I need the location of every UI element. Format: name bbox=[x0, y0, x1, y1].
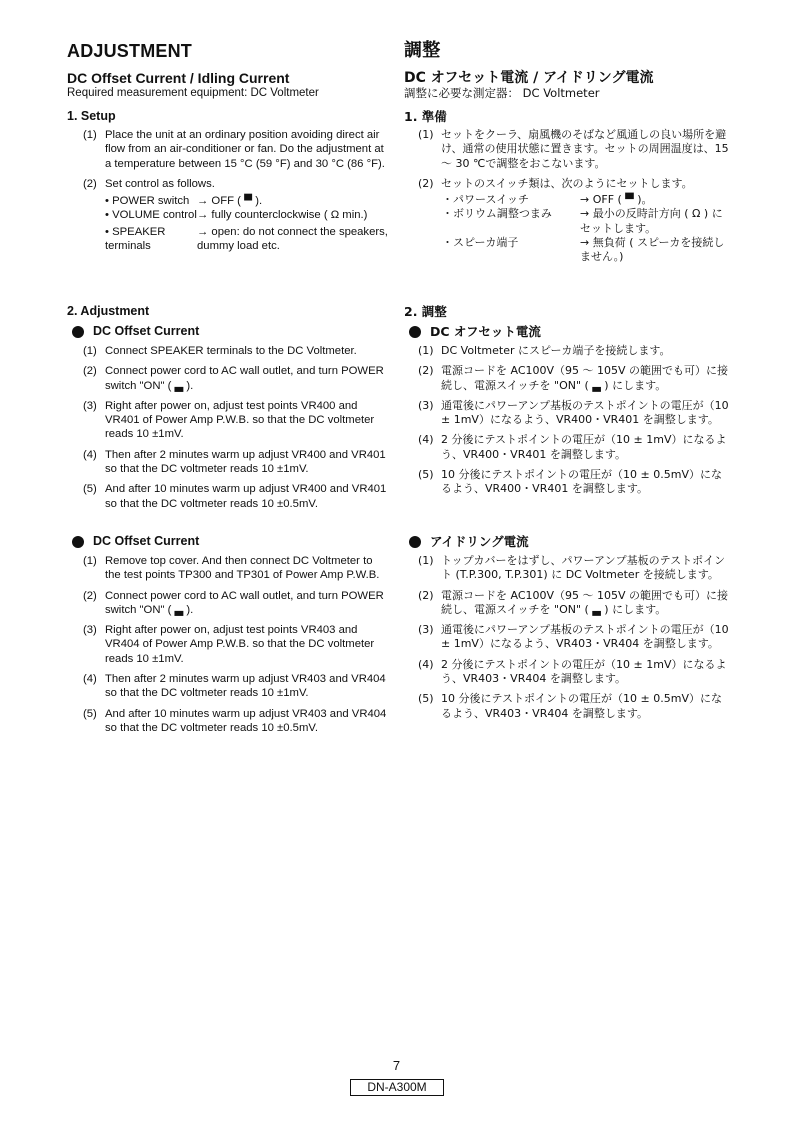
setup-item bbox=[404, 177, 729, 191]
item-text: Then after 2 minutes warm up adjust VR403 and VR404 so that the DC voltmeter reads 10 ±1mV. bbox=[105, 673, 386, 700]
idling-section-jp bbox=[404, 534, 729, 727]
item-text: And after 10 minutes warm up adjust VR403 and VR404 so that the DC voltmeter reads 10 ±0.5mV. bbox=[105, 707, 387, 734]
list-item bbox=[67, 589, 389, 618]
setting-label: ・スピーカ端子 bbox=[442, 236, 519, 250]
setup-heading: 1. Setup bbox=[67, 109, 116, 123]
section-subtitle-jp: DC オフセット電流 / アイドリング電流 bbox=[404, 70, 654, 86]
item-number: (4) bbox=[418, 433, 434, 447]
item-number: (3) bbox=[83, 624, 97, 637]
item-number: (2) bbox=[83, 365, 97, 378]
required-equipment-jp: 調整に必要な測定器： DC Voltmeter bbox=[404, 86, 600, 100]
setting-value: → OFF ( ▀ )。 bbox=[580, 193, 653, 207]
dc-offset-heading-text: DC オフセット電流 bbox=[430, 324, 541, 339]
bullet-icon bbox=[409, 326, 421, 338]
setting-label: • VOLUME control bbox=[105, 209, 197, 222]
item-text: And after 10 minutes warm up adjust VR400 and VR401 so that the DC voltmeter reads 10 ±0.5mV. bbox=[105, 483, 387, 510]
item-number: (2) bbox=[418, 364, 434, 378]
setting-value: → open: do not connect the speakers, dummy load etc. bbox=[197, 225, 388, 253]
list-item bbox=[67, 344, 389, 358]
idling-heading-text: DC Offset Current bbox=[93, 534, 200, 548]
adjustment-heading: 2. Adjustment bbox=[67, 304, 150, 318]
item-number: (5) bbox=[418, 468, 434, 482]
list-item bbox=[67, 448, 389, 477]
item-text: Connect power cord to AC wall outlet, and turn POWER switch "ON" ( ▃ ). bbox=[105, 365, 384, 392]
item-text: 2 分後にテストポイントの電圧が（10 ± 1mV）になるよう、VR400・VR401 を調整します。 bbox=[441, 433, 727, 461]
item-text: Connect SPEAKER terminals to the DC Voltmeter. bbox=[105, 345, 357, 357]
item-text: DC Voltmeter にスピーカ端子を接続します。 bbox=[441, 344, 671, 357]
item-text: トップカバーをはずし、パワーアンプ基板のテストポイント (T.P.300, T.P.301) に DC Voltmeter を接続します。 bbox=[441, 554, 726, 582]
idling-heading-jp bbox=[409, 534, 729, 549]
setting-row bbox=[404, 207, 729, 236]
item-text: 10 分後にテストポイントの電圧が（10 ± 0.5mV）になるよう、VR403・VR404 を調整します。 bbox=[441, 692, 722, 720]
item-number: (2) bbox=[83, 177, 97, 190]
english-column bbox=[67, 38, 389, 734]
item-number: (2) bbox=[418, 176, 434, 190]
item-text: セットをクーラ、扇風機のそばなど風通しの良い場所を避け、通常の使用状態に置きます。セットの周囲温度は、15 〜 30 ℃で調整をおこないます。 bbox=[441, 128, 729, 170]
dc-offset-heading-jp bbox=[409, 324, 729, 339]
list-item bbox=[67, 623, 389, 666]
setting-row bbox=[404, 236, 729, 265]
setting-label: • SPEAKER terminals bbox=[105, 225, 166, 253]
list-item bbox=[67, 399, 389, 442]
list-item bbox=[404, 344, 729, 358]
list-item bbox=[404, 658, 729, 687]
model-label: DN-A300M bbox=[350, 1079, 444, 1096]
adjustment-section-jp bbox=[404, 304, 729, 503]
list-item bbox=[404, 433, 729, 462]
item-number: (1) bbox=[83, 555, 97, 567]
item-text: Connect power cord to AC wall outlet, and turn POWER switch "ON" ( ▃ ). bbox=[105, 589, 384, 616]
item-text: セットのスイッチ類は、次のようにセットします。 bbox=[441, 176, 693, 190]
setting-label: • POWER switch bbox=[105, 195, 190, 208]
setup-heading-jp: 1. 準備 bbox=[404, 109, 447, 124]
item-number: (5) bbox=[83, 483, 97, 496]
setting-value: → 無負荷 ( スピーカを接続しません。) bbox=[580, 236, 725, 264]
list-item bbox=[404, 623, 729, 652]
list-item bbox=[67, 554, 389, 583]
bullet-icon bbox=[409, 536, 421, 548]
bullet-icon bbox=[72, 326, 84, 338]
list-item bbox=[67, 364, 389, 393]
dc-offset-heading-text: DC Offset Current bbox=[93, 324, 200, 338]
list-item bbox=[67, 707, 389, 736]
item-text: 通電後にパワーアンプ基板のテストポイントの電圧が（10 ± 1mV）になるよう、VR403・VR404 を調整します。 bbox=[441, 623, 729, 651]
setup-item bbox=[67, 128, 389, 171]
list-item bbox=[67, 482, 389, 511]
idling-heading bbox=[72, 534, 389, 549]
setting-row bbox=[67, 225, 389, 254]
item-text: Then after 2 minutes warm up adjust VR400 and VR401 so that the DC voltmeter reads 10 ±1mV. bbox=[105, 448, 386, 476]
item-number: (3) bbox=[418, 398, 434, 412]
item-text: 通電後にパワーアンプ基板のテストポイントの電圧が（10 ± 1mV）になるよう、VR400・VR401 を調整します。 bbox=[441, 398, 729, 427]
item-number: (1) bbox=[418, 128, 434, 141]
list-item bbox=[404, 554, 729, 583]
list-item bbox=[404, 589, 729, 618]
adjustment-heading-jp: 2. 調整 bbox=[404, 304, 447, 319]
item-number: (3) bbox=[83, 399, 97, 412]
page-number: 7 bbox=[392, 1058, 401, 1073]
item-number: (5) bbox=[83, 707, 97, 720]
item-text: Place the unit at an ordinary position avoiding direct air flow from an air-conditioner or fan. Do the adjustment at a temperature between 15 °C (59 °F) and 30 °C (86 °F). bbox=[105, 129, 385, 170]
setting-value: → OFF ( ▀ ). bbox=[197, 195, 263, 208]
page-title-jp: 調整 bbox=[404, 40, 441, 61]
setting-label: ・ボリウム調整つまみ bbox=[442, 207, 552, 221]
page-title: ADJUSTMENT bbox=[67, 41, 193, 61]
item-number: (4) bbox=[83, 673, 97, 686]
setting-row bbox=[404, 193, 729, 207]
item-text: Remove top cover. And then connect DC Voltmeter to the test points TP300 and TP301 of Power Amp P.W.B. bbox=[105, 555, 380, 582]
item-text: Right after power on, adjust test points VR403 and VR404 of Power Amp P.W.B. so that the DC voltmeter reads 10 ±1mV. bbox=[105, 624, 375, 665]
item-number: (1) bbox=[418, 344, 434, 357]
list-item bbox=[404, 468, 729, 497]
setup-item bbox=[67, 177, 389, 191]
setting-value: → 最小の反時計方向 ( Ω ) にセットします。 bbox=[580, 207, 723, 235]
dc-offset-heading bbox=[72, 324, 389, 339]
section-subtitle: DC Offset Current / Idling Current bbox=[67, 70, 290, 86]
item-text: Right after power on, adjust test points VR400 and VR401 of Power Amp P.W.B. so that the DC voltmeter reads 10 ±1mV. bbox=[105, 399, 375, 441]
setting-row bbox=[67, 194, 389, 208]
item-number: (4) bbox=[83, 448, 97, 461]
list-item bbox=[67, 672, 389, 701]
item-number: (1) bbox=[83, 345, 97, 357]
item-number: (5) bbox=[418, 692, 434, 706]
list-item bbox=[404, 692, 729, 721]
idling-section bbox=[67, 534, 389, 741]
item-number: (4) bbox=[418, 657, 434, 671]
setting-value: → fully counterclockwise ( Ω min.) bbox=[197, 209, 368, 222]
item-text: 2 分後にテストポイントの電圧が（10 ± 1mV）になるよう、VR403・VR404 を調整します。 bbox=[441, 657, 727, 686]
item-number: (2) bbox=[83, 589, 97, 602]
list-item bbox=[404, 399, 729, 428]
setting-row bbox=[67, 208, 389, 222]
item-number: (2) bbox=[418, 588, 434, 602]
item-text: 電源コードを AC100V（95 〜 105V の範囲でも可）に接続し、電源スイッチを "ON" ( ▃ ) にします。 bbox=[441, 364, 729, 392]
item-number: (3) bbox=[418, 623, 434, 637]
item-number: (1) bbox=[83, 129, 97, 141]
item-number: (1) bbox=[418, 554, 434, 567]
adjustment-section bbox=[67, 304, 389, 517]
japanese-column bbox=[404, 38, 729, 720]
setting-label: ・パワースイッチ bbox=[442, 193, 530, 207]
item-text: 10 分後にテストポイントの電圧が（10 ± 0.5mV）になるよう、VR400・VR401 を調整します。 bbox=[441, 468, 722, 496]
bullet-icon bbox=[72, 536, 84, 548]
item-text: Set control as follows. bbox=[105, 177, 215, 190]
item-text: 電源コードを AC100V（95 〜 105V の範囲でも可）に接続し、電源スイッチを "ON" ( ▃ ) にします。 bbox=[441, 588, 729, 616]
setup-item bbox=[404, 128, 729, 171]
idling-heading-text: アイドリング電流 bbox=[430, 534, 529, 549]
list-item bbox=[404, 364, 729, 393]
required-equipment: Required measurement equipment: DC Voltmeter bbox=[67, 87, 319, 99]
